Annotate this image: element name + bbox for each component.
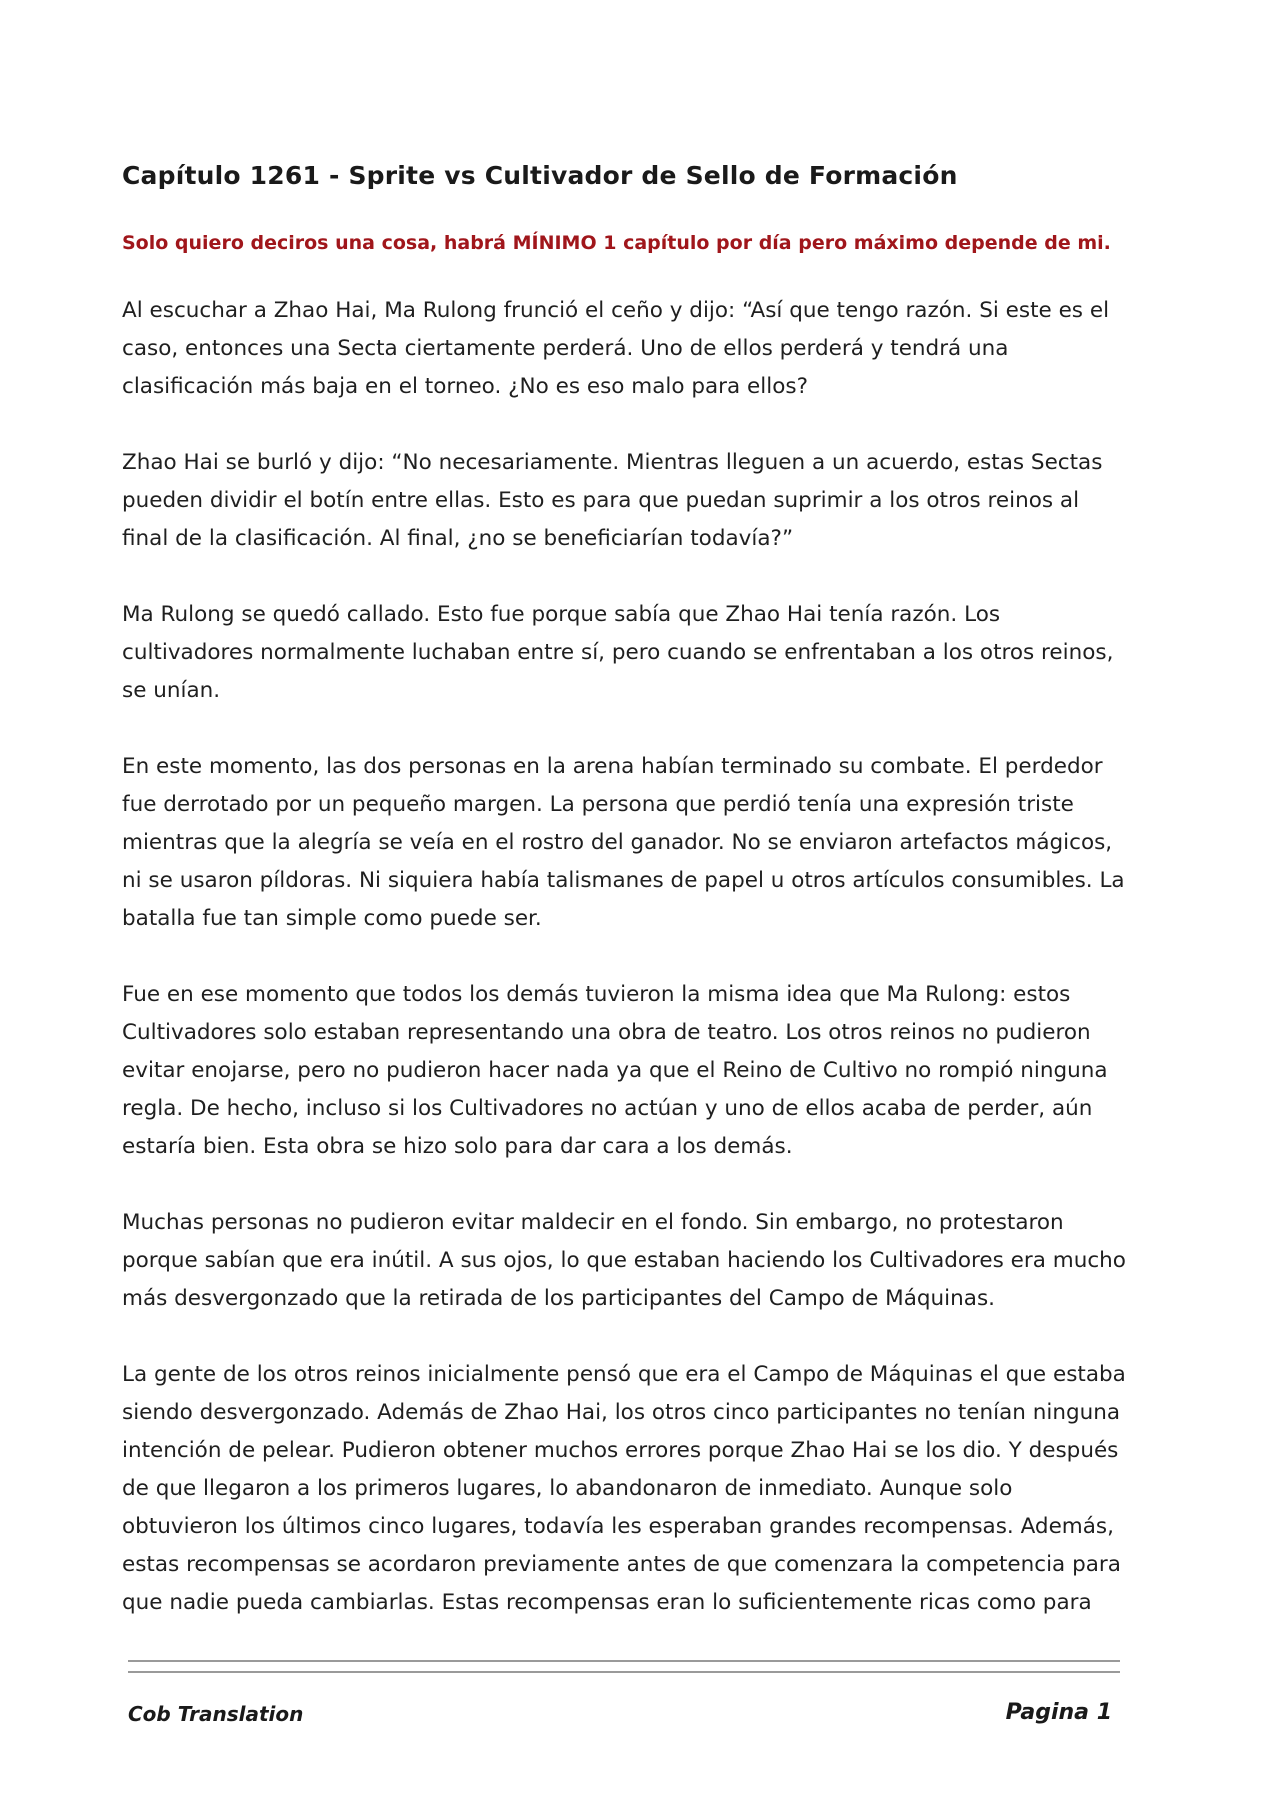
footer-divider-top <box>128 1660 1120 1662</box>
paragraph-7: La gente de los otros reinos inicialmente pensó que era el Campo de Máquinas el que estaba siendo desvergonzado. Además de Zhao Hai, los otros cinco participantes no tenían ninguna intención de pelear. Pudieron obtener muchos errores porque Zhao Hai se los dio. Y después de que llegaron a los primeros lugares, lo abandonaron de inmediato. Aunque solo obtuvieron los últimos cinco lugares, todavía les esperaban grandes recompensas. Además, estas recompensas se acordaron previamente antes de que comenzara la competencia para que nadie pueda cambiarlas. Estas recompensas eran lo suficientemente ricas como para <box>122 1362 1126 1615</box>
footer-translator-name: Cob Translation <box>128 1702 304 1726</box>
paragraph-2: Zhao Hai se burló y dijo: “No necesariamente. Mientras lleguen a un acuerdo, estas Sectas pueden dividir el botín entre ellas. Esto es para que puedan suprimir a los otros reinos al final de la clasificación. Al final, ¿no se beneficiarían todavía?” <box>122 450 1103 551</box>
paragraph-5: Fue en ese momento que todos los demás tuvieron la misma idea que Ma Rulong: estos Cultivadores solo estaban representando una obra de teatro. Los otros reinos no pudieron evitar enojarse, pero no pudieron hacer nada ya que el Reino de Cultivo no rompió ninguna regla. De hecho, incluso si los Cultivadores no actúan y uno de ellos acaba de perder, aún estaría bien. Esta obra se hizo solo para dar cara a los demás. <box>122 982 1108 1159</box>
paragraph-1: Al escuchar a Zhao Hai, Ma Rulong frunció el ceño y dijo: “Así que tengo razón. Si este es el caso, entonces una Secta ciertamente perderá. Uno de ellos perderá y tendrá una clasificación más baja en el torneo. ¿No es eso malo para ellos? <box>122 298 1110 399</box>
paragraph-3: Ma Rulong se quedó callado. Esto fue porque sabía que Zhao Hai tenía razón. Los cultivadores normalmente luchaban entre sí, pero cuando se enfrentaban a los otros reinos, se unían. <box>122 602 1114 703</box>
page-content <box>122 158 1132 1660</box>
footer-divider-bottom <box>128 1671 1120 1673</box>
paragraph-6: Muchas personas no pudieron evitar maldecir en el fondo. Sin embargo, no protestaron porque sabían que era inútil. A sus ojos, lo que estaban haciendo los Cultivadores era mucho más desvergonzado que la retirada de los participantes del Campo de Máquinas. <box>122 1210 1126 1311</box>
chapter-title: Capítulo 1261 - Sprite vs Cultivador de Sello de Formación <box>122 161 958 190</box>
footer-page-number: Pagina 1 <box>1005 1700 1112 1725</box>
paragraph-4: En este momento, las dos personas en la arena habían terminado su combate. El perdedor fue derrotado por un pequeño margen. La persona que perdió tenía una expresión triste mientras que la alegría se veía en el rostro del ganador. No se enviaron artefactos mágicos, ni se usaron píldoras. Ni siquiera había talismanes de papel u otros artículos consumibles. La batalla fue tan simple como puede ser. <box>122 754 1125 931</box>
translator-note: Solo quiero deciros una cosa, habrá MÍNIMO 1 capítulo por día pero máximo depende de mi. <box>122 232 1111 254</box>
